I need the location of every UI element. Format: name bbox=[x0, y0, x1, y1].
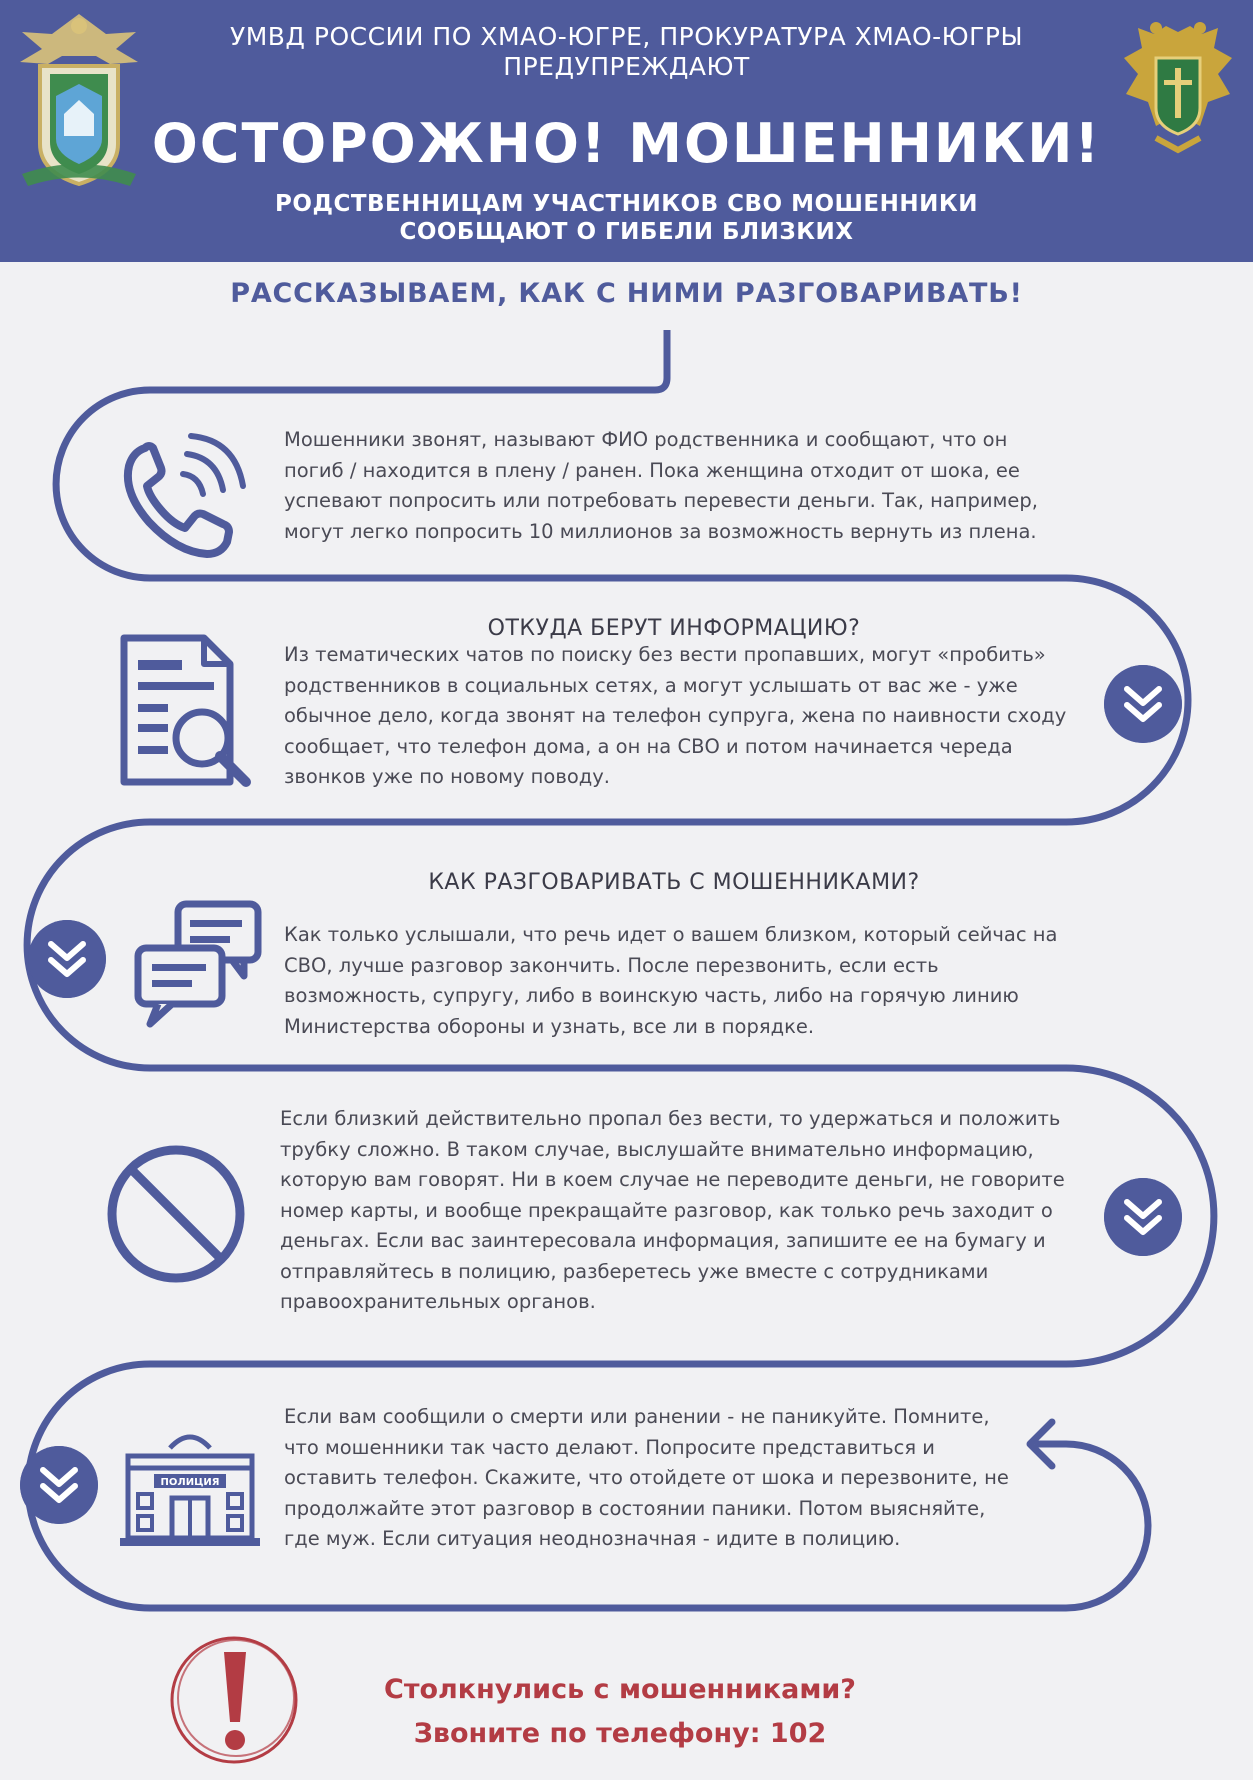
chevron-down-icon bbox=[28, 920, 106, 998]
chat-bubbles-icon bbox=[132, 898, 264, 1030]
section-2-text: Из тематических чатов по поиску без вести пропавших, могут «пробить» родственников в социальных сетях, а могут услышать от вас же - уже обычное дело, когда звонят на телефон супруга, жена по наивности сходу сообщает, что телефон дома, а он на СВО и потом начинается череда звонков уже по новому поводу. bbox=[284, 643, 1067, 788]
document-search-icon bbox=[118, 632, 258, 792]
phone-icon bbox=[115, 430, 250, 565]
subheading: РАССКАЗЫВАЕМ, КАК С НИМИ РАЗГОВАРИВАТЬ! bbox=[230, 278, 1023, 309]
police-sign-label: ПОЛИЦИЯ bbox=[160, 1477, 220, 1488]
footer-phone: Звоните по телефону: 102 bbox=[413, 1718, 827, 1749]
chevron-down-icon bbox=[20, 1446, 98, 1524]
footer-question: Столкнулись с мошенниками? bbox=[384, 1674, 856, 1705]
header-subtitle-line-2: СООБЩАЮТ О ГИБЕЛИ БЛИЗКИХ bbox=[399, 219, 854, 245]
header-org-line-1: УМВД РОССИИ ПО ХМАО-ЮГРЕ, ПРОКУРАТУРА ХМАО-ЮГРЫ bbox=[229, 22, 1024, 51]
section-5-text: Если вам сообщили о смерти или ранении - не паникуйте. Помните, что мошенники так часто делают. Попросите представиться и оставить телефон. Скажите, что отойдете от шока и перезвоните, не продолжайте этот разговор в состоянии паники. Потом выясняйте, где муж. Если ситуация неоднозначная - идите в полицию. bbox=[284, 1405, 1009, 1550]
chevron-down-icon bbox=[1104, 1178, 1182, 1256]
section-3-text: Как только услышали, что речь идет о вашем близком, который сейчас на СВО, лучше разговор закончить. После перезвонить, если есть возможность, супругу, либо в воинскую часть, либо на горячую линию Министерства обороны и узнать, все ли в порядке. bbox=[284, 923, 1058, 1038]
section-2-title: ОТКУДА БЕРУТ ИНФОРМАЦИЮ? bbox=[487, 616, 861, 641]
section-3-title: КАК РАЗГОВАРИВАТЬ С МОШЕННИКАМИ? bbox=[428, 870, 920, 895]
chevron-down-icon bbox=[1104, 665, 1182, 743]
section-4-text: Если близкий действительно пропал без вести, то удержаться и положить трубку сложно. В таком случае, выслушайте внимательно информацию, которую вам говорят. Ни в коем случае не переводите деньги, не говорите номер карты, и вообще прекращайте разговор, как только речь заходит о деньгах. Если вас заинтересовала информация, запишите ее на бумагу и отправляйтесь в полицию, разберетесь уже вместе с сотрудниками правоохранительных органов. bbox=[280, 1107, 1065, 1313]
police-building-icon bbox=[120, 1420, 260, 1550]
header-subtitle-line-1: РОДСТВЕННИЦАМ УЧАСТНИКОВ СВО МОШЕННИКИ bbox=[275, 191, 978, 217]
header-org-line-2: ПРЕДУПРЕЖДАЮТ bbox=[503, 52, 750, 81]
header-title: ОСТОРОЖНО! МОШЕННИКИ! bbox=[151, 112, 1102, 175]
section-1-text: Мошенники звонят, называют ФИО родственника и сообщают, что он погиб / находится в плену / ранен. Пока женщина отходит от шока, ее успевают попросить или потребовать перевести деньги. Так, например, могут легко попросить 10 миллионов за возможность вернуть из плена. bbox=[284, 428, 1038, 543]
exclamation-alert-icon bbox=[164, 1630, 304, 1770]
prohibited-icon bbox=[104, 1142, 249, 1287]
